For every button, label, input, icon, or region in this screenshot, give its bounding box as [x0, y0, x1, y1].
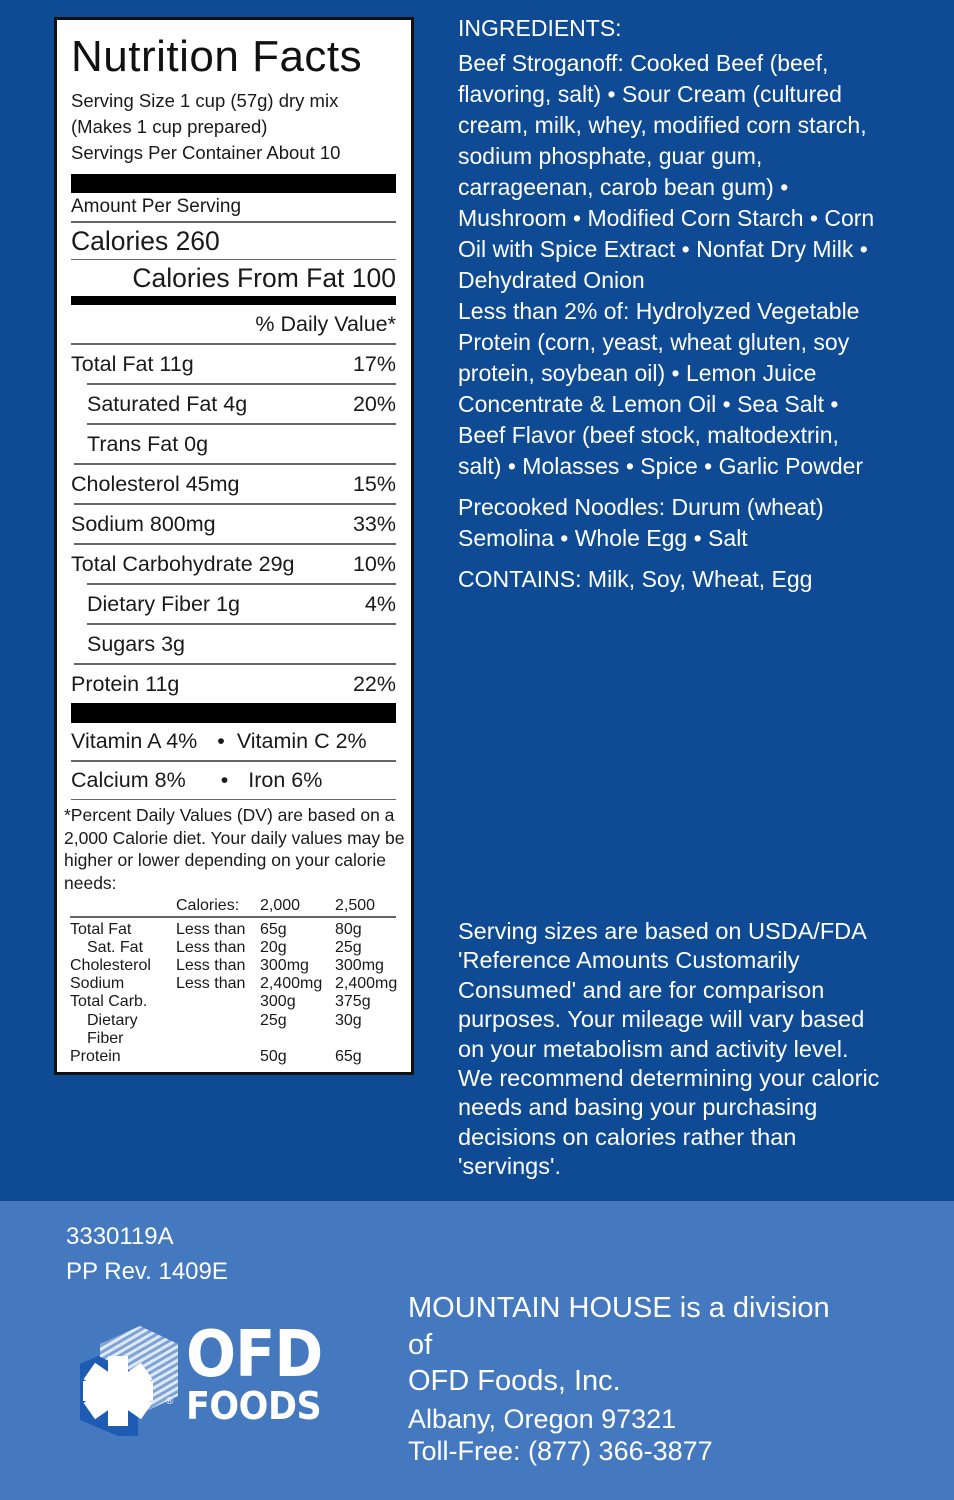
ingredients-paragraph: Precooked Noodles: Durum (wheat) Semolina • Whole Egg • Salt — [458, 494, 824, 551]
nutrient-name: Dietary Fiber 1g — [87, 591, 240, 616]
ingredients-paragraph: Less than 2% of: Hydrolyzed Vegetable Protein (corn, yeast, wheat gluten, soy protein, soybean oil) • Lemon Juice Concentrate & Lemon Oil • Sea Salt • Beef Flavor (beef stock, maltodextrin, salt) • Molasses • Spice • Garlic Powder — [458, 298, 864, 479]
dv-nutrient: Total Fat — [70, 920, 132, 938]
thick-divider — [71, 703, 396, 723]
dv-2500: 25g — [335, 938, 362, 956]
nutrient-name: Total Carbohydrate 29g — [71, 551, 295, 576]
serving-size-note: Serving sizes are based on USDA/FDA 'Reference Amounts Customarily Consumed' and are for comparison purposes. Your mileage will vary based on your metabolism and activity level. We recommend determining your caloric needs and basing your purchasing decisions on calories rather than 'servings'. — [458, 918, 880, 1180]
city-state-zip: Albany, Oregon 97321 — [408, 1404, 677, 1434]
division-line: of — [408, 1328, 433, 1361]
nutrient-daily-value: 17% — [352, 351, 396, 376]
nutrient-row — [71, 505, 396, 544]
nutrient-list — [71, 345, 396, 704]
dv-2500: 30g — [335, 1011, 362, 1029]
revision-code: PP Rev. 1409E — [66, 1258, 228, 1285]
dv-2000: 300g — [260, 993, 296, 1011]
dv-2000: 300mg — [260, 956, 309, 974]
divider — [71, 799, 396, 801]
nutrient-name: Cholesterol 45mg — [71, 471, 240, 496]
dv-qualifier — [176, 993, 260, 1011]
iron: Iron 6% — [248, 767, 323, 792]
logo-foods-text: FOODS — [186, 1384, 322, 1428]
nutrient-name: Sodium 800mg — [71, 511, 216, 536]
nutrient-row — [71, 625, 396, 664]
medium-divider — [71, 296, 396, 305]
snowflake-cube-icon — [78, 1326, 183, 1436]
nutrient-name: Total Fat 11g — [71, 351, 194, 376]
daily-value-table-row — [70, 975, 396, 993]
company-address — [408, 1403, 713, 1467]
ingredients-title: INGREDIENTS: — [458, 15, 622, 41]
nutrient-row — [71, 345, 396, 384]
dv-nutrient: Dietary Fiber — [87, 1011, 138, 1047]
nutrient-row — [71, 465, 396, 504]
division-line: MOUNTAIN HOUSE is a division — [408, 1292, 830, 1324]
serving-info — [71, 88, 396, 166]
dv-2000: 25g — [260, 1011, 287, 1029]
nutrient-daily-value: 15% — [352, 471, 396, 496]
nutrition-facts-label — [54, 17, 414, 1075]
nutrient-row — [71, 585, 396, 624]
daily-value-table-row — [70, 993, 396, 1011]
daily-value-table — [70, 896, 396, 1066]
nutrient-daily-value: 10% — [352, 551, 396, 576]
dv-2500: 300mg — [335, 956, 384, 974]
mineral-row — [71, 762, 396, 799]
dv-qualifier: Less than — [176, 938, 246, 956]
ingredients-paragraph: Beef Stroganoff: Cooked Beef (beef, flavoring, salt) • Sour Cream (cultured cream, milk, whey, modified corn starch, sodium phosphate, guar gum, carrageenan, carob bean gum) • Mushroom • Modified Corn Starch • Corn Oil with Spice Extract • Nonfat Dry Milk • Dehydrated Onion — [458, 50, 875, 293]
dv-2000: 2,400mg — [260, 975, 323, 993]
dv-2000: 65g — [260, 920, 287, 938]
amount-per-serving: Amount Per Serving — [71, 196, 242, 217]
daily-value-footnote: *Percent Daily Values (DV) are based on a 2,000 Calorie diet. Your daily values may be higher or lower depending on your calorie needs: — [64, 805, 405, 893]
serving-size: Serving Size 1 cup (57g) dry mix — [71, 90, 339, 111]
dv-nutrient: Cholesterol — [70, 956, 151, 974]
dv-2000: 50g — [260, 1047, 287, 1065]
nutrient-name: Sugars 3g — [87, 631, 186, 656]
vitamin-row — [71, 723, 396, 760]
dv-nutrient: Sat. Fat — [87, 938, 144, 956]
company-division — [408, 1290, 830, 1400]
dv-nutrient: Sodium — [70, 975, 125, 993]
dv-qualifier: Less than — [176, 920, 246, 938]
toll-free-phone: Toll-Free: (877) 366-3877 — [408, 1436, 713, 1466]
nutrient-row — [71, 665, 396, 704]
registered-mark: ® — [166, 1396, 174, 1407]
vitamin-a: Vitamin A 4% — [71, 729, 198, 753]
calories: Calories 260 — [71, 225, 220, 256]
nutrient-daily-value: 20% — [352, 391, 396, 416]
dv-qualifier — [176, 1048, 260, 1066]
daily-value-table-row — [70, 939, 396, 957]
col-2000: 2,000 — [260, 897, 301, 914]
daily-value-table-row — [70, 1048, 396, 1066]
daily-value-table-row — [70, 957, 396, 975]
daily-value-table-row — [70, 1012, 396, 1048]
nutrient-name: Trans Fat 0g — [87, 431, 209, 456]
nutrient-row — [71, 545, 396, 584]
bullet: • — [220, 767, 229, 792]
divider — [70, 916, 396, 918]
nutrient-row — [71, 385, 396, 424]
product-code: 3330119A — [66, 1223, 174, 1250]
nutrition-facts-title: Nutrition Facts — [71, 32, 363, 81]
ingredients-body — [458, 48, 878, 595]
vitamin-c: Vitamin C 2% — [236, 729, 367, 753]
nutrient-daily-value: 4% — [364, 591, 396, 616]
logo-ofd-text: OFD — [186, 1318, 323, 1392]
nutrient-row — [71, 425, 396, 464]
bullet: • — [217, 729, 225, 753]
col-2500: 2,500 — [335, 897, 376, 914]
daily-value-header: % Daily Value* — [255, 312, 396, 336]
daily-value-table-body — [70, 921, 396, 1067]
company-name: OFD Foods, Inc. — [408, 1365, 621, 1397]
dv-qualifier: Less than — [176, 975, 246, 993]
dv-2000: 20g — [260, 938, 287, 956]
nutrient-daily-value: 33% — [352, 511, 396, 536]
dv-2500: 65g — [335, 1047, 362, 1065]
daily-value-table-row — [70, 921, 396, 939]
dv-qualifier: Less than — [176, 956, 246, 974]
servings-per-container: Servings Per Container About 10 — [71, 142, 341, 163]
dv-2500: 375g — [335, 993, 371, 1011]
dv-nutrient: Protein — [70, 1047, 121, 1065]
nutrient-name: Protein 11g — [71, 671, 180, 696]
makes-prepared: (Makes 1 cup prepared) — [71, 116, 268, 137]
calories-from-fat: Calories From Fat 100 — [132, 263, 396, 293]
ofd-foods-logo — [78, 1318, 348, 1436]
dv-2500: 80g — [335, 920, 362, 938]
empty-cell — [70, 896, 176, 916]
daily-value-table-header — [70, 896, 396, 916]
nutrient-daily-value: 22% — [352, 671, 396, 696]
dv-qualifier — [176, 1012, 260, 1048]
allergen-statement: CONTAINS: Milk, Soy, Wheat, Egg — [458, 566, 813, 592]
dv-2500: 2,400mg — [335, 975, 398, 993]
thick-divider — [71, 174, 396, 193]
calories-label: Calories: — [176, 897, 240, 914]
calcium: Calcium 8% — [71, 767, 186, 792]
nutrient-name: Saturated Fat 4g — [87, 391, 248, 416]
dv-nutrient: Total Carb. — [70, 993, 148, 1011]
